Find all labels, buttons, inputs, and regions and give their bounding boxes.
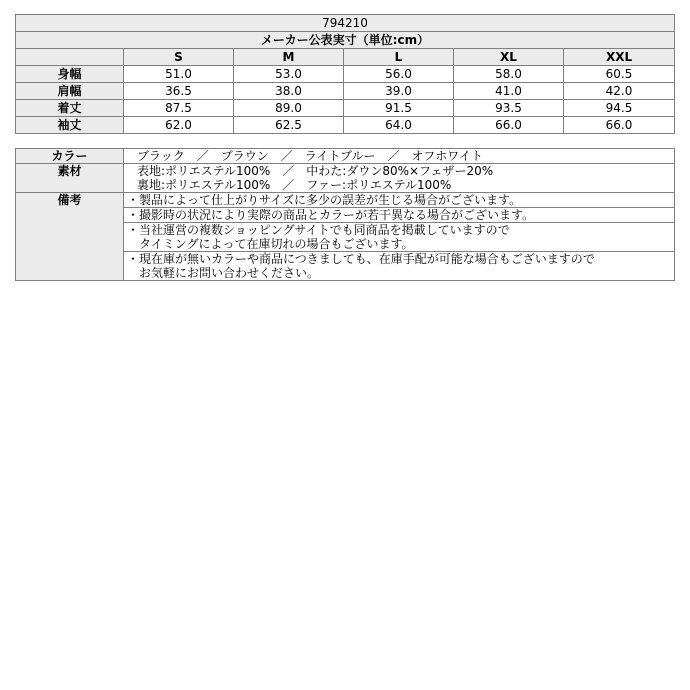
row-label: 肩幅 — [16, 83, 124, 100]
measurement-cell: 41.0 — [454, 83, 564, 100]
note-item — [124, 193, 675, 208]
table-row — [16, 100, 675, 117]
material-text — [124, 164, 675, 193]
row-label: 袖丈 — [16, 117, 124, 134]
size-header: S — [124, 49, 234, 66]
note-item — [124, 208, 675, 223]
size-header: M — [234, 49, 344, 66]
measurement-cell: 91.5 — [344, 100, 454, 117]
table-row — [16, 83, 675, 100]
note-line: タイミングによって在庫切れの場合もございます。 — [127, 237, 414, 251]
note-line: ・製品によって仕上がりサイズに多少の誤差が生じる場合がございます。 — [127, 193, 522, 207]
measurement-cell: 66.0 — [564, 117, 675, 134]
measurement-cell: 64.0 — [344, 117, 454, 134]
color-label: カラー — [16, 149, 124, 164]
note-line: お気軽にお問い合わせください。 — [127, 266, 320, 280]
measurement-cell: 53.0 — [234, 66, 344, 83]
product-code: 794210 — [16, 15, 675, 32]
size-header-blank — [16, 49, 124, 66]
size-table-caption: メーカー公表実寸（単位:cm） — [16, 32, 675, 49]
material-line: 裏地:ポリエステル100% ／ ファー:ポリエステル100% — [137, 178, 452, 192]
note-line: ・当社運営の複数ショッピングサイトでも同商品を掲載していますので — [127, 223, 510, 237]
measurement-cell: 56.0 — [344, 66, 454, 83]
table-row — [16, 117, 675, 134]
measurement-cell: 58.0 — [454, 66, 564, 83]
measurement-cell: 89.0 — [234, 100, 344, 117]
measurement-cell: 60.5 — [564, 66, 675, 83]
notes-label: 備考 — [16, 193, 124, 281]
material-row — [16, 164, 675, 193]
size-header: XL — [454, 49, 564, 66]
note-line: ・撮影時の状況により実際の商品とカラーが若干異なる場合がございます。 — [127, 208, 535, 222]
measurement-cell: 62.5 — [234, 117, 344, 134]
note-item — [124, 223, 675, 252]
measurement-cell: 51.0 — [124, 66, 234, 83]
row-label: 着丈 — [16, 100, 124, 117]
measurement-cell: 93.5 — [454, 100, 564, 117]
notes-row — [16, 193, 675, 208]
table-row — [16, 66, 675, 83]
row-label: 身幅 — [16, 66, 124, 83]
measurement-cell: 36.5 — [124, 83, 234, 100]
size-table — [15, 14, 675, 134]
note-line: ・現在庫が無いカラーや商品につきましても、在庫手配が可能な場合もございますので — [127, 252, 595, 266]
color-list: ブラック ／ ブラウン ／ ライトブルー ／ オフホワイト — [124, 149, 675, 164]
measurement-cell: 38.0 — [234, 83, 344, 100]
measurement-cell: 66.0 — [454, 117, 564, 134]
note-item — [124, 252, 675, 281]
measurement-cell: 62.0 — [124, 117, 234, 134]
material-line: 表地:ポリエステル100% ／ 中わた:ダウン80%×フェザー20% — [137, 164, 494, 178]
measurement-cell: 87.5 — [124, 100, 234, 117]
measurement-cell: 42.0 — [564, 83, 675, 100]
product-info-table — [15, 148, 675, 281]
measurement-cell: 94.5 — [564, 100, 675, 117]
material-label: 素材 — [16, 164, 124, 193]
measurement-cell: 39.0 — [344, 83, 454, 100]
size-header: L — [344, 49, 454, 66]
size-header: XXL — [564, 49, 675, 66]
size-header-row — [16, 49, 675, 66]
color-row — [16, 149, 675, 164]
